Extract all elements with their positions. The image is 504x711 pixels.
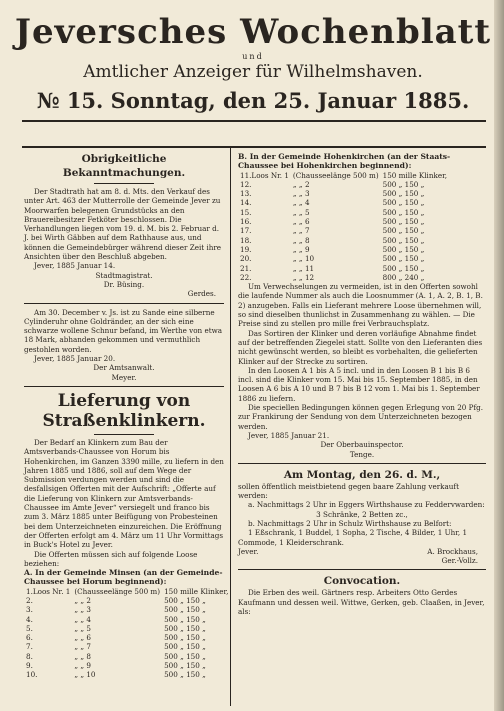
lot-cell-q: 500 „ 150 „ [382,263,425,273]
auction-b: b. Nachmittags 2 Uhr in Schulz Wirthshause zu Belfort: [248,518,452,528]
section-b-heading: B. In der Gemeinde Hohenkirchen (an der Staats-Chaussee bei Hohenkirchen beginnend): [238,152,451,171]
masthead [14,12,492,115]
lot-cell-q: 150 mille Klinker, [382,170,448,180]
klinker-body-3: Um Verwechselungen zu vermeiden, ist in den Offerten sowohl die laufende Nummer als auch die Loosnummer (A. 1, A. 2, B. 1, B. 2) anzugeben. Falls ein Lieferant mehrere Loose übernehmen will, so sind dieselben thunlichst in Zusammenhang zu wählen. — Die Preise sind zu stellen pro mille frei Verbrauchsplatz. [238,282,483,329]
lot-row [238,273,449,282]
lot-cell-q: 500 „ 150 „ [164,633,206,643]
section-a-heading: A. In der Gemeinde Minsen (an der Gemeinde-Chaussee bei Horum beginnend): [24,568,223,587]
lot-cell-l: „ „ 5 [74,623,91,633]
lot-cell-n: 7. [26,642,33,652]
divider [238,569,486,570]
lot-row [24,615,230,624]
lot-row [238,245,449,254]
lot-cell-q: 500 „ 150 „ [164,614,206,624]
lot-cell-n: 6. [26,633,33,643]
lot-cell-n: 11.Loos Nr. 1 [240,170,289,180]
divider [24,386,224,387]
lot-cell-q: 500 „ 150 „ [382,235,425,245]
lot-cell-l: „ „ 4 [292,198,310,208]
auction-b-items: 1 Eßschrank, 1 Buddel, 1 Sopha, 2 Tische, 4 Bilder, 1 Uhr, 1 Commode, 1 Kleiderschrank. [238,528,468,547]
auction-signature-line [238,547,486,556]
lot-row [24,642,230,651]
klinker-body-6: Die speciellen Bedingungen können gegen Erlegung von 20 Pfg. zur Frankirung der Sendung von dem Unterzeichneten bezogen werden. [238,403,484,431]
lot-cell-n: 2. [26,595,33,605]
lot-row [238,236,449,245]
lot-cell-l: „ „ 9 [74,661,91,671]
lot-cell-q: 500 „ 150 „ [164,661,206,671]
notice-sale-signature-1: Stadtmagistrat. [95,270,153,280]
auction-signature-2: Ger.-Vollz. [441,556,478,566]
notice-sale-date: Jever, 1885 Januar 14. [34,261,116,271]
klinker-signature-2: Tenge. [349,449,375,459]
lot-cell-l: „ „ 9 [292,244,310,254]
lot-cell-q: 500 „ 150 „ [382,217,425,227]
lot-cell-n: 9. [26,661,33,671]
convocation-body: Die Erben des weil. Gärtners resp. Arbeiters Otto Gerdes Kaufmann und dessen weil. Wittwe, Gerken, geb. Claaßen, in Jever, als: [238,588,485,617]
lot-cell-l: „ „ 10 [74,670,96,680]
lot-cell-n: 22. [240,272,252,282]
lot-cell-q: 500 „ 150 „ [164,605,206,615]
lot-cell-l: „ „ 11 [292,263,315,273]
notice-watch-date: Jever, 1885 Januar 20. [34,354,116,364]
lot-cell-n: 16. [240,217,252,227]
lot-cell-q: 500 „ 150 „ [164,642,206,652]
lot-row [24,624,230,633]
lot-cell-q: 150 mille Klinker, [164,586,229,596]
lot-row [238,180,449,189]
divider [94,434,154,435]
notices-heading: Obrigkeitliche Bekanntmachungen. [62,153,186,179]
lot-cell-q: 500 „ 150 „ [164,670,206,680]
lot-cell-n: 15. [240,207,252,217]
auction-heading: Am Montag, den 26. d. M., [283,468,441,481]
lot-row [238,254,449,263]
lot-cell-n: 3. [26,605,33,615]
lot-cell-q: 800 „ 240 „ [382,272,425,282]
right-column [238,152,486,616]
lot-cell-n: 12. [240,179,252,189]
lot-cell-q: 500 „ 150 „ [382,244,425,254]
lot-cell-l: „ „ 8 [292,235,310,245]
klinker-signature-1: Der Oberbauinspector. [320,440,404,450]
notice-watch-signature-2: Meyer. [111,372,137,382]
lot-row [24,596,230,605]
lot-cell-n: 17. [240,226,252,236]
lot-cell-l: „ „ 5 [292,207,310,217]
lot-cell-n: 1.Loos Nr. 1 [26,586,71,596]
auction-a-items: 3 Schränke, 2 Betten zc., [316,509,408,519]
lot-cell-l: „ „ 3 [292,189,310,199]
issue-day: Sonntag, [110,88,216,113]
convocation-heading: Convocation. [323,575,401,588]
lot-cell-q: 500 „ 150 „ [164,651,206,661]
lot-cell-l: „ „ 2 [292,179,310,189]
divider [24,303,224,304]
lot-row [24,670,230,679]
lot-cell-n: 21. [240,263,252,273]
lot-row [238,217,449,226]
lot-row [238,198,449,207]
lot-cell-l: „ „ 10 [292,254,315,264]
lot-cell-q: 500 „ 150 „ [164,595,206,605]
divider [238,463,486,464]
auction-a: a. Nachmittags 2 Uhr in Eggers Wirthshause zu Feddervwarden: [248,500,485,510]
lot-cell-l: „ „ 12 [292,272,315,282]
lot-cell-n: 8. [26,651,33,661]
lot-cell-l: „ „ 3 [74,605,91,615]
issue-date: den 25. Januar 1885. [223,88,470,113]
notice-sale-signature-3: Gerdes. [187,289,216,299]
lot-cell-q: 500 „ 150 „ [382,207,425,217]
lot-row [24,587,230,596]
lot-cell-l: (Chausseelänge 500 m) [292,170,379,180]
lot-row [238,226,449,235]
left-column [24,152,229,680]
notice-watch-signature-1: Der Amtsanwalt. [93,363,155,373]
klinker-body-4: Das Sortiren der Klinker und deren vorläufige Abnahme findet auf der betreffenden Ziegelei statt. Sollte von den Lieferanten dies nicht gewünscht werden, so bleibt es vorbehalten, die gelieferten Klinker auf der Strecke zu sortiren. [238,328,483,366]
lot-row [238,208,449,217]
lot-cell-n: 4. [26,614,33,624]
issue-number: № 15. [36,88,104,113]
lot-cell-l: „ „ 7 [74,642,91,652]
lots-b-table [238,171,449,283]
masthead-rule-top [22,120,486,122]
lot-cell-q: 500 „ 150 „ [382,198,425,208]
masthead-und: und [242,52,264,61]
lot-cell-n: 19. [240,244,252,254]
klinker-body-5: In den Loosen A 1 bis A 5 incl. und in den Loosen B 1 bis B 6 incl. sind die Klinker vom 15. Mai bis 15. September 1885, in den Loosen A 6 bis A 10 und B 7 bis B 12 vom 1. Mai bis 1. September 1886 zu liefern. [238,365,480,403]
newspaper-title: Jeversches Wochenblatt [14,12,492,52]
page-edge [494,0,504,711]
notice-watch: Am 30. December v. Js. ist zu Sande eine silberne Cylinderuhr ohne Goldränder, an der sich eine schwarze wollene Schnur befand, im Werthe von etwa 18 Mark, abhanden gekommen und vermuthlich gestohlen worden. [24,307,223,354]
lot-cell-n: 10. [26,670,38,680]
klinker-date: Jever, 1885 Januar 21. [248,430,330,440]
lot-cell-n: 18. [240,235,252,245]
lot-cell-l: (Chausseelänge 500 m) [74,586,161,596]
lot-cell-l: „ „ 6 [74,633,91,643]
masthead-rule-bottom [22,146,486,148]
lot-cell-l: „ „ 8 [74,651,91,661]
lot-row [24,633,230,642]
lot-cell-q: 500 „ 150 „ [382,226,425,236]
newspaper-subtitle: Amtlicher Anzeiger für Wilhelmshaven. [83,62,423,82]
lot-row [238,189,449,198]
auction-intro: sollen öffentlich meistbietend gegen baare Zahlung verkauft werden: [238,481,459,501]
lot-cell-n: 20. [240,254,252,264]
lot-row [24,661,230,670]
lot-row [24,605,230,614]
lot-row [238,171,449,180]
lot-cell-q: 500 „ 150 „ [382,179,425,189]
auction-signature-1: A. Brockhaus, [427,546,478,556]
lot-cell-q: 500 „ 150 „ [164,623,206,633]
lot-cell-n: 5. [26,623,33,633]
lot-row [24,652,230,661]
lots-a-table [24,587,230,680]
lot-cell-l: „ „ 6 [292,217,310,227]
klinker-heading: Lieferung von Straßenklinkern. [42,390,206,431]
klinker-body-2: Die Offerten müssen sich auf folgende Loose beziehen: [24,549,198,568]
lot-cell-l: „ „ 7 [292,226,310,236]
klinker-body-1: Der Bedarf an Klinkern zum Bau der Amtsverbands-Chaussee von Horum bis Hohenkirchen, im Ganzen 3390 mille, zu liefern in den Jahren 1885 und 1886, soll auf dem Wege der Submission verdungen werden und sind die desfallsigen Offerten mit der Aufschrift: „Offerte auf die Lieferung von Klinkern zur Amtsverbands-Chaussee im Amte Jever“ versiegelt und franco bis zum 3. März 1885 unter Beifügung von Probesteinen bei dem Unterzeichneten einzureichen. Die Eröffnung der Offerten erfolgt am 4. März um 11 Uhr Vormittags in Buck's Hotel zu Jever. [24,437,224,550]
notice-sale-signature-2: Dr. Büsing. [103,279,145,289]
lot-cell-l: „ „ 4 [74,614,91,624]
lot-cell-n: 13. [240,189,252,199]
lot-row [238,264,449,273]
lot-cell-l: „ „ 2 [74,595,91,605]
lot-cell-q: 500 „ 150 „ [382,189,425,199]
issue-line [14,87,492,115]
divider [94,183,154,184]
auction-place: Jever. [238,546,259,556]
notice-sale: Der Stadtrath hat am 8. d. Mts. den Verkauf des unter Art. 463 der Mutterrolle der Gemeinde Jever zu Moorwarfen belegenen Grundstücks an den Brauereibesitzer Fetköter beschlossen. Die Verhandlungen liegen vom 19. d. M. bis 2. Februar d. J. bei Wirth Gäbben auf dem Rathhause aus, und können die Gemeindebürger während dieser Zeit ihre Ansichten über den Beschluß abgeben. [24,187,222,262]
lot-cell-n: 14. [240,198,252,208]
lot-cell-q: 500 „ 150 „ [382,254,425,264]
